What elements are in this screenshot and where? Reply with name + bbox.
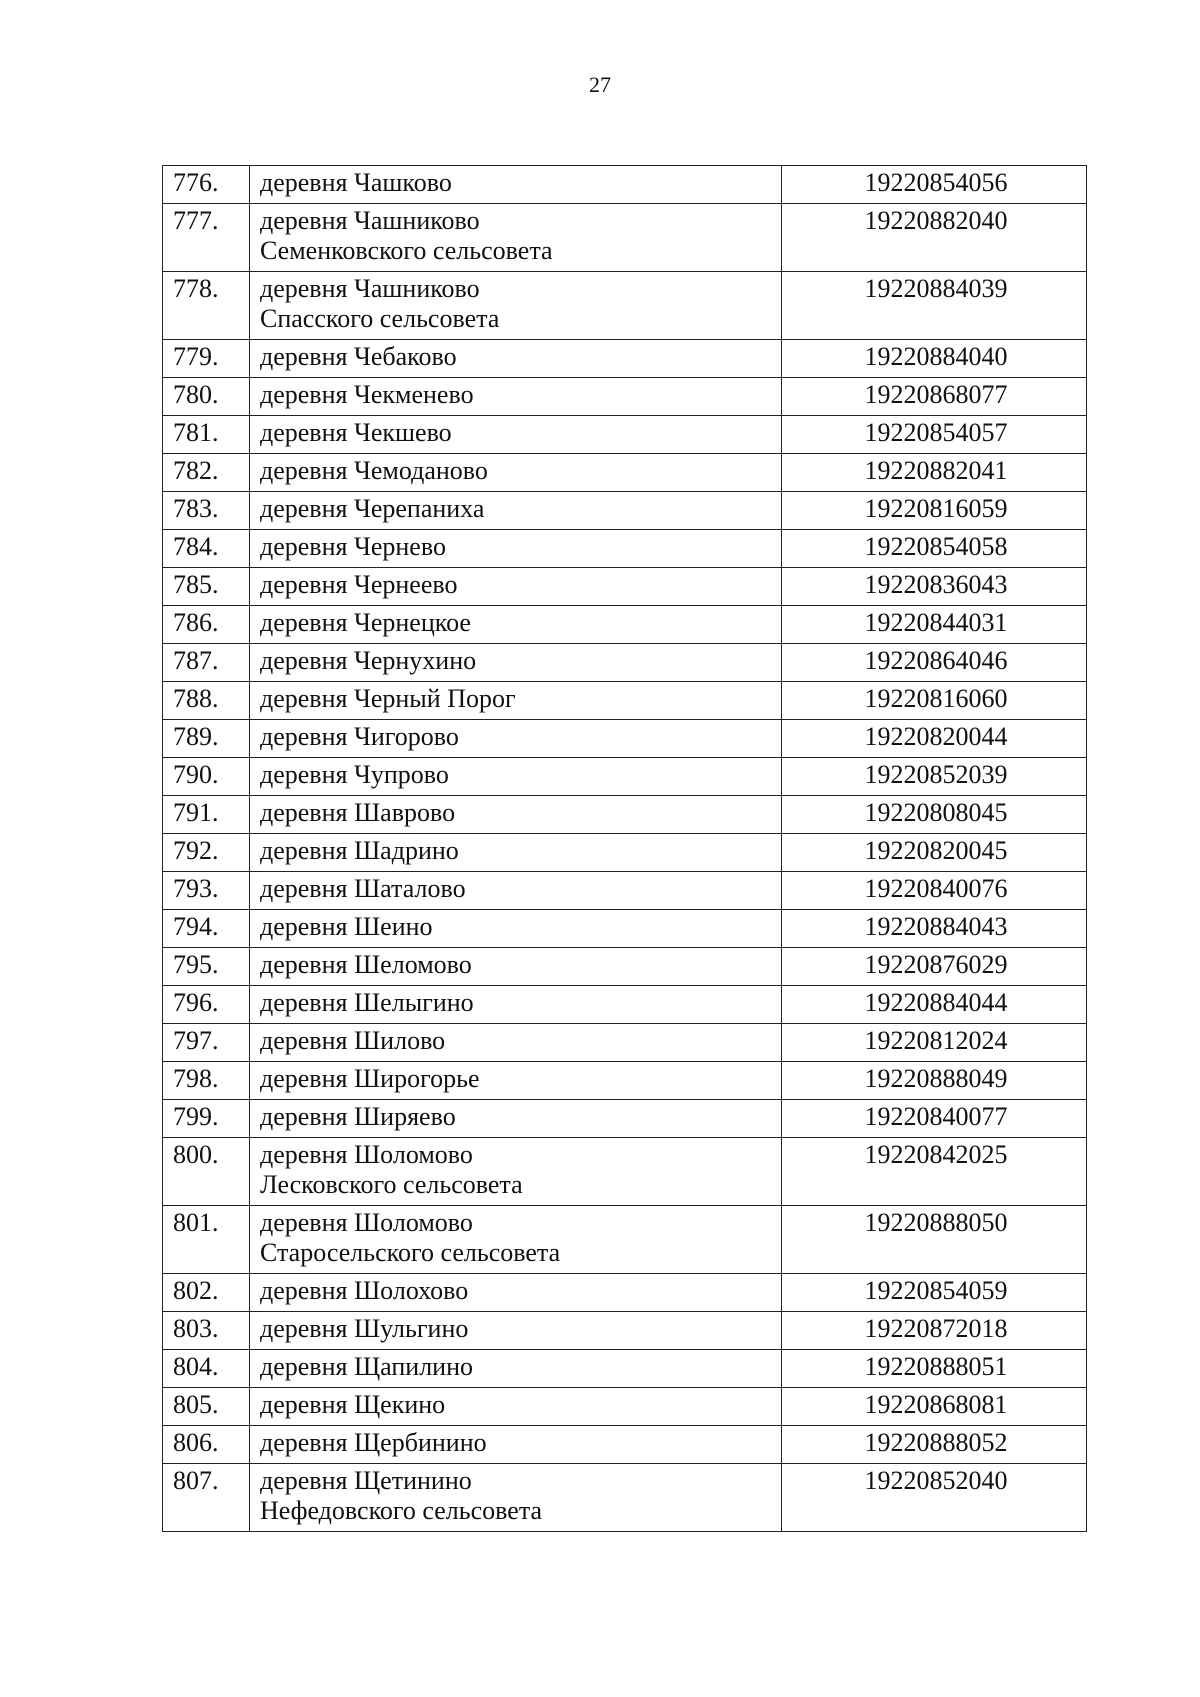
settlement-name-line: деревня Шелыгино bbox=[260, 988, 474, 1017]
settlement-name-line: деревня Шилово bbox=[260, 1026, 446, 1055]
oktmo-code: 19220884039 bbox=[782, 272, 1087, 340]
oktmo-code: 19220840076 bbox=[782, 872, 1087, 910]
settlement-name bbox=[250, 1312, 782, 1350]
table-row bbox=[163, 682, 1087, 720]
row-number: 784. bbox=[163, 530, 250, 568]
settlement-name bbox=[250, 1350, 782, 1388]
settlement-name-line: деревня Шадрино bbox=[260, 836, 459, 865]
settlement-name bbox=[250, 1464, 782, 1532]
settlement-name-line: деревня Шаврово bbox=[260, 798, 456, 827]
row-number: 788. bbox=[163, 682, 250, 720]
oktmo-code: 19220888050 bbox=[782, 1206, 1087, 1274]
row-number: 791. bbox=[163, 796, 250, 834]
settlement-name-line: деревня Ширяево bbox=[260, 1102, 456, 1131]
table-row bbox=[163, 416, 1087, 454]
oktmo-code: 19220820044 bbox=[782, 720, 1087, 758]
table-row bbox=[163, 530, 1087, 568]
settlement-name bbox=[250, 492, 782, 530]
settlement-name-line: деревня Шаталово bbox=[260, 874, 466, 903]
table-row bbox=[163, 272, 1087, 340]
row-number: 794. bbox=[163, 910, 250, 948]
settlement-name-line: деревня Чернухино bbox=[260, 646, 477, 675]
oktmo-code: 19220868077 bbox=[782, 378, 1087, 416]
row-number: 790. bbox=[163, 758, 250, 796]
oktmo-code: 19220876029 bbox=[782, 948, 1087, 986]
oktmo-code: 19220882040 bbox=[782, 204, 1087, 272]
settlement-name bbox=[250, 796, 782, 834]
row-number: 786. bbox=[163, 606, 250, 644]
settlement-name-line: деревня Широгорье bbox=[260, 1064, 480, 1093]
table-row bbox=[163, 1312, 1087, 1350]
oktmo-code: 19220854057 bbox=[782, 416, 1087, 454]
row-number: 803. bbox=[163, 1312, 250, 1350]
oktmo-code: 19220884040 bbox=[782, 340, 1087, 378]
settlement-name bbox=[250, 530, 782, 568]
settlement-name bbox=[250, 986, 782, 1024]
table-row bbox=[163, 492, 1087, 530]
settlement-name-line: деревня Щербинино bbox=[260, 1428, 487, 1457]
table-row bbox=[163, 1274, 1087, 1312]
settlement-name-line: деревня Шеино bbox=[260, 912, 433, 941]
table-row bbox=[163, 948, 1087, 986]
table-row bbox=[163, 910, 1087, 948]
table-row bbox=[163, 1206, 1087, 1274]
settlement-name bbox=[250, 1138, 782, 1206]
row-number: 805. bbox=[163, 1388, 250, 1426]
settlement-name-line: деревня Чашниково bbox=[260, 274, 480, 303]
settlement-name-line: деревня Чернеево bbox=[260, 570, 458, 599]
row-number: 793. bbox=[163, 872, 250, 910]
settlement-name-line: деревня Чупрово bbox=[260, 760, 449, 789]
oktmo-code: 19220854059 bbox=[782, 1274, 1087, 1312]
settlement-name-line: деревня Щапилино bbox=[260, 1352, 474, 1381]
oktmo-code: 19220836043 bbox=[782, 568, 1087, 606]
settlement-name-line: деревня Чернецкое bbox=[260, 608, 471, 637]
table-row bbox=[163, 644, 1087, 682]
row-number: 779. bbox=[163, 340, 250, 378]
table-row bbox=[163, 378, 1087, 416]
table-row bbox=[163, 1100, 1087, 1138]
settlement-name-line: деревня Щекино bbox=[260, 1390, 446, 1419]
oktmo-code: 19220852040 bbox=[782, 1464, 1087, 1532]
oktmo-code: 19220864046 bbox=[782, 644, 1087, 682]
table-row bbox=[163, 1024, 1087, 1062]
settlement-name-line: деревня Шульгино bbox=[260, 1314, 469, 1343]
row-number: 796. bbox=[163, 986, 250, 1024]
settlement-name-line: деревня Чигорово bbox=[260, 722, 459, 751]
table-row bbox=[163, 340, 1087, 378]
oktmo-code: 19220888051 bbox=[782, 1350, 1087, 1388]
settlement-name-line: деревня Чекменево bbox=[260, 380, 474, 409]
settlement-name bbox=[250, 1388, 782, 1426]
settlement-name bbox=[250, 1100, 782, 1138]
oktmo-code: 19220854056 bbox=[782, 166, 1087, 204]
settlement-name-line: деревня Шолохово bbox=[260, 1276, 469, 1305]
settlement-name-line: деревня Щетинино bbox=[260, 1466, 472, 1495]
oktmo-code: 19220816060 bbox=[782, 682, 1087, 720]
table-row bbox=[163, 606, 1087, 644]
settlement-name-line: деревня Чернево bbox=[260, 532, 446, 561]
settlement-name bbox=[250, 272, 782, 340]
settlement-table bbox=[162, 165, 1087, 1532]
table-row bbox=[163, 720, 1087, 758]
row-number: 797. bbox=[163, 1024, 250, 1062]
oktmo-code: 19220812024 bbox=[782, 1024, 1087, 1062]
oktmo-code: 19220882041 bbox=[782, 454, 1087, 492]
table-row bbox=[163, 834, 1087, 872]
row-number: 777. bbox=[163, 204, 250, 272]
settlement-name-line: деревня Чашниково bbox=[260, 206, 480, 235]
settlement-name bbox=[250, 1274, 782, 1312]
row-number: 778. bbox=[163, 272, 250, 340]
settlement-name bbox=[250, 166, 782, 204]
settlement-name bbox=[250, 872, 782, 910]
settlement-name bbox=[250, 1206, 782, 1274]
settlement-name-line: деревня Черный Порог bbox=[260, 684, 516, 713]
row-number: 776. bbox=[163, 166, 250, 204]
oktmo-code: 19220840077 bbox=[782, 1100, 1087, 1138]
settlement-name bbox=[250, 644, 782, 682]
table-row bbox=[163, 796, 1087, 834]
settlement-name bbox=[250, 606, 782, 644]
table-row bbox=[163, 1350, 1087, 1388]
settlement-name bbox=[250, 568, 782, 606]
settlement-name bbox=[250, 1062, 782, 1100]
row-number: 798. bbox=[163, 1062, 250, 1100]
oktmo-code: 19220884044 bbox=[782, 986, 1087, 1024]
settlement-name-line: Спасского сельсовета bbox=[260, 304, 500, 333]
settlement-name bbox=[250, 378, 782, 416]
settlement-name-line: Лесковского сельсовета bbox=[260, 1170, 523, 1199]
table-row bbox=[163, 454, 1087, 492]
table-row bbox=[163, 872, 1087, 910]
settlement-name bbox=[250, 454, 782, 492]
oktmo-code: 19220842025 bbox=[782, 1138, 1087, 1206]
row-number: 783. bbox=[163, 492, 250, 530]
settlement-name-line: Семенковского сельсовета bbox=[260, 236, 553, 265]
settlement-name bbox=[250, 1024, 782, 1062]
settlement-name bbox=[250, 1426, 782, 1464]
oktmo-code: 19220808045 bbox=[782, 796, 1087, 834]
settlement-name bbox=[250, 682, 782, 720]
table-row bbox=[163, 568, 1087, 606]
row-number: 785. bbox=[163, 568, 250, 606]
settlement-name-line: деревня Чекшево bbox=[260, 418, 452, 447]
settlement-name bbox=[250, 204, 782, 272]
row-number: 804. bbox=[163, 1350, 250, 1388]
table-row bbox=[163, 1426, 1087, 1464]
oktmo-code: 19220884043 bbox=[782, 910, 1087, 948]
table-row bbox=[163, 1388, 1087, 1426]
row-number: 781. bbox=[163, 416, 250, 454]
row-number: 799. bbox=[163, 1100, 250, 1138]
row-number: 806. bbox=[163, 1426, 250, 1464]
settlement-name-line: деревня Черепаниха bbox=[260, 494, 485, 523]
settlement-name bbox=[250, 340, 782, 378]
settlement-name bbox=[250, 948, 782, 986]
oktmo-code: 19220888049 bbox=[782, 1062, 1087, 1100]
settlement-name bbox=[250, 416, 782, 454]
row-number: 789. bbox=[163, 720, 250, 758]
oktmo-code: 19220852039 bbox=[782, 758, 1087, 796]
row-number: 802. bbox=[163, 1274, 250, 1312]
table-row bbox=[163, 1464, 1087, 1532]
settlement-name-line: деревня Чашково bbox=[260, 168, 452, 197]
table-body bbox=[163, 166, 1087, 1532]
row-number: 800. bbox=[163, 1138, 250, 1206]
row-number: 780. bbox=[163, 378, 250, 416]
settlement-name-line: деревня Шеломово bbox=[260, 950, 472, 979]
settlement-name bbox=[250, 758, 782, 796]
row-number: 787. bbox=[163, 644, 250, 682]
page-number: 27 bbox=[589, 72, 611, 97]
settlement-name-line: деревня Чебаково bbox=[260, 342, 457, 371]
settlement-name-line: деревня Шоломово bbox=[260, 1140, 473, 1169]
oktmo-code: 19220816059 bbox=[782, 492, 1087, 530]
oktmo-code: 19220868081 bbox=[782, 1388, 1087, 1426]
table-row bbox=[163, 1138, 1087, 1206]
row-number: 782. bbox=[163, 454, 250, 492]
oktmo-code: 19220872018 bbox=[782, 1312, 1087, 1350]
table-row bbox=[163, 1062, 1087, 1100]
settlement-name-line: деревня Шоломово bbox=[260, 1208, 473, 1237]
settlement-name-line: Нефедовского сельсовета bbox=[260, 1496, 543, 1525]
row-number: 801. bbox=[163, 1206, 250, 1274]
oktmo-code: 19220854058 bbox=[782, 530, 1087, 568]
settlement-name-line: Старосельского сельсовета bbox=[260, 1238, 561, 1267]
table-row bbox=[163, 986, 1087, 1024]
oktmo-code: 19220820045 bbox=[782, 834, 1087, 872]
oktmo-code: 19220844031 bbox=[782, 606, 1087, 644]
row-number: 807. bbox=[163, 1464, 250, 1532]
table-row bbox=[163, 204, 1087, 272]
table-row bbox=[163, 758, 1087, 796]
oktmo-code: 19220888052 bbox=[782, 1426, 1087, 1464]
settlement-name bbox=[250, 720, 782, 758]
row-number: 795. bbox=[163, 948, 250, 986]
row-number: 792. bbox=[163, 834, 250, 872]
settlement-name bbox=[250, 834, 782, 872]
settlement-name-line: деревня Чемоданово bbox=[260, 456, 488, 485]
table-row bbox=[163, 166, 1087, 204]
settlement-name bbox=[250, 910, 782, 948]
